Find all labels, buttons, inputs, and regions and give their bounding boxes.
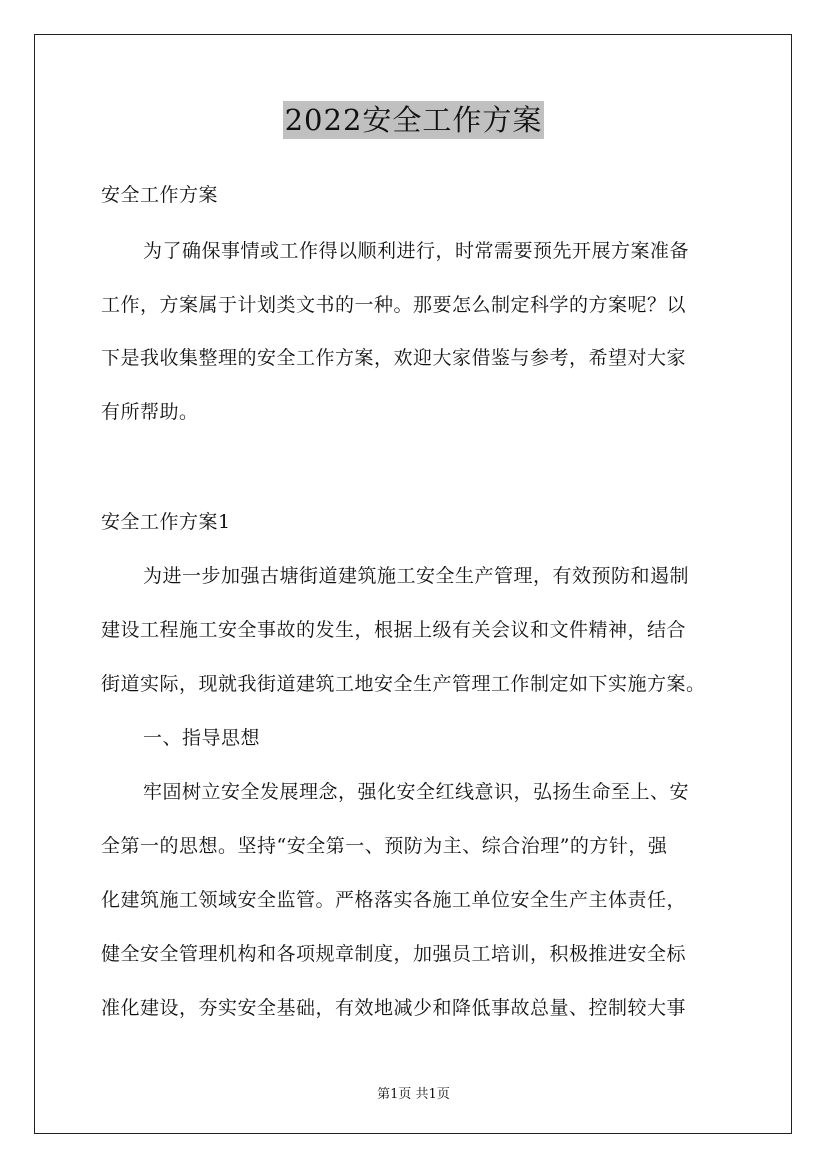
section-heading: 安全工作方案1 [101,511,231,533]
paragraph-line: 工作，方案属于计划类文书的一种。那要怎么制定科学的方案呢？以 [101,294,687,316]
paragraph-line: 全第一的思想。坚持“安全第一、预防为主、综合治理”的方针，强 [101,835,668,857]
title-text: 2022安全工作方案 [284,103,543,137]
paragraph-line: 有所帮助。 [101,401,199,423]
paragraph-line: 街道实际，现就我街道建筑工地安全生产管理工作制定如下实施方案。 [101,673,706,695]
paragraph-line: 牢固树立安全发展理念，强化安全红线意识，弘扬生命至上、安 [143,781,690,803]
paragraph-line: 化建筑施工领域安全监管。严格落实各施工单位安全生产主体责任， [101,889,687,911]
paragraph-line: 建设工程施工安全事故的发生，根据上级有关会议和文件精神，结合 [101,619,687,641]
paragraph-line: 为了确保事情或工作得以顺利进行，时常需要预先开展方案准备 [143,240,690,262]
document-title [0,98,827,139]
section-heading: 安全工作方案 [101,184,219,206]
subsection-heading: 一、指导思想 [143,727,261,749]
paragraph-line: 准化建设，夯实安全基础，有效地减少和降低事故总量、控制较大事 [101,997,687,1019]
paragraph-line: 下是我收集整理的安全工作方案，欢迎大家借鉴与参考，希望对大家 [101,347,687,369]
page-footer: 第1页 共1页 [377,1087,450,1102]
paragraph-line: 为进一步加强古塘街道建筑施工安全生产管理，有效预防和遏制 [143,565,690,587]
paragraph-line: 健全安全管理机构和各项规章制度，加强员工培训，积极推进安全标 [101,943,687,965]
